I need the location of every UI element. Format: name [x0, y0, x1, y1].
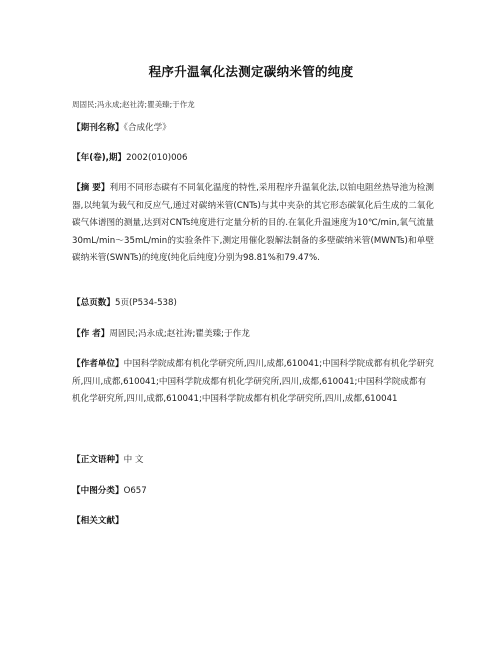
pages-value: 5页(P534-538) — [114, 298, 177, 308]
year-vol-issue-field — [72, 150, 434, 168]
language-field — [72, 452, 434, 470]
author-label: 【作 者】 — [72, 329, 110, 339]
language-value: 中 文 — [123, 455, 144, 465]
affiliation-field — [72, 356, 434, 409]
classification-label: 【中图分类】 — [72, 486, 124, 496]
language-label: 【正文语种】 — [72, 455, 124, 465]
author-field — [72, 326, 434, 344]
abstract-value: 利用不同形态碳有不同氧化温度的特性,采用程序升温氧化法,以铂电阻丝热导池为检测器,以纯氧为载气和反应气,通过对碳纳米管(CNTs)与其中夹杂的其它形态碳氧化后生成的二氧化碳气体谱图的测量,达到对CNTs纯度进行定量分析的目的.在氧化升温速度为10℃/min,氧气流量30mL/min～35mL/min的实验条件下,测定用催化裂解法制备的多壁碳纳米管(MWNTs)和单壁碳纳米管(SWNTs)的纯度(纯化后纯度)分别为98.81%和79.47%. — [72, 183, 434, 264]
affiliation-label: 【作者单位】 — [72, 359, 124, 369]
authors-line: 周固民;冯永成;赵社涛;瞿美臻;于作龙 — [72, 100, 195, 109]
pages-field — [72, 295, 434, 313]
classification-value: O657 — [123, 486, 147, 496]
author-value: 周固民;冯永成;赵社涛;瞿美臻;于作龙 — [109, 329, 250, 339]
classification-field — [72, 483, 434, 501]
references-label: 【相关文献】 — [72, 516, 124, 526]
pages-label: 【总页数】 — [72, 298, 115, 308]
journal-value: 《合成化学》 — [123, 123, 171, 133]
journal-field — [72, 120, 434, 138]
year-vol-issue-label: 【年(卷),期】 — [72, 153, 127, 163]
abstract-label: 【摘 要】 — [72, 183, 110, 193]
abstract-field — [72, 180, 434, 268]
references-field — [72, 513, 434, 531]
document-title: 程序升温氧化法测定碳纳米管的纯度 — [148, 64, 354, 79]
affiliation-value: 中国科学院成都有机化学研究所,四川,成都,610041;中国科学院成都有机化学研究所,四川,成都,610041;中国科学院成都有机化学研究所,四川,成都,610041;中国科学院成都有机化学研究所,四川,成都,610041;中国科学院成都有机化学研究所,四川,成都,610041 — [72, 359, 434, 405]
journal-label: 【期刊名称】 — [72, 123, 124, 133]
year-vol-issue-value: 2002(010)006 — [126, 153, 188, 163]
